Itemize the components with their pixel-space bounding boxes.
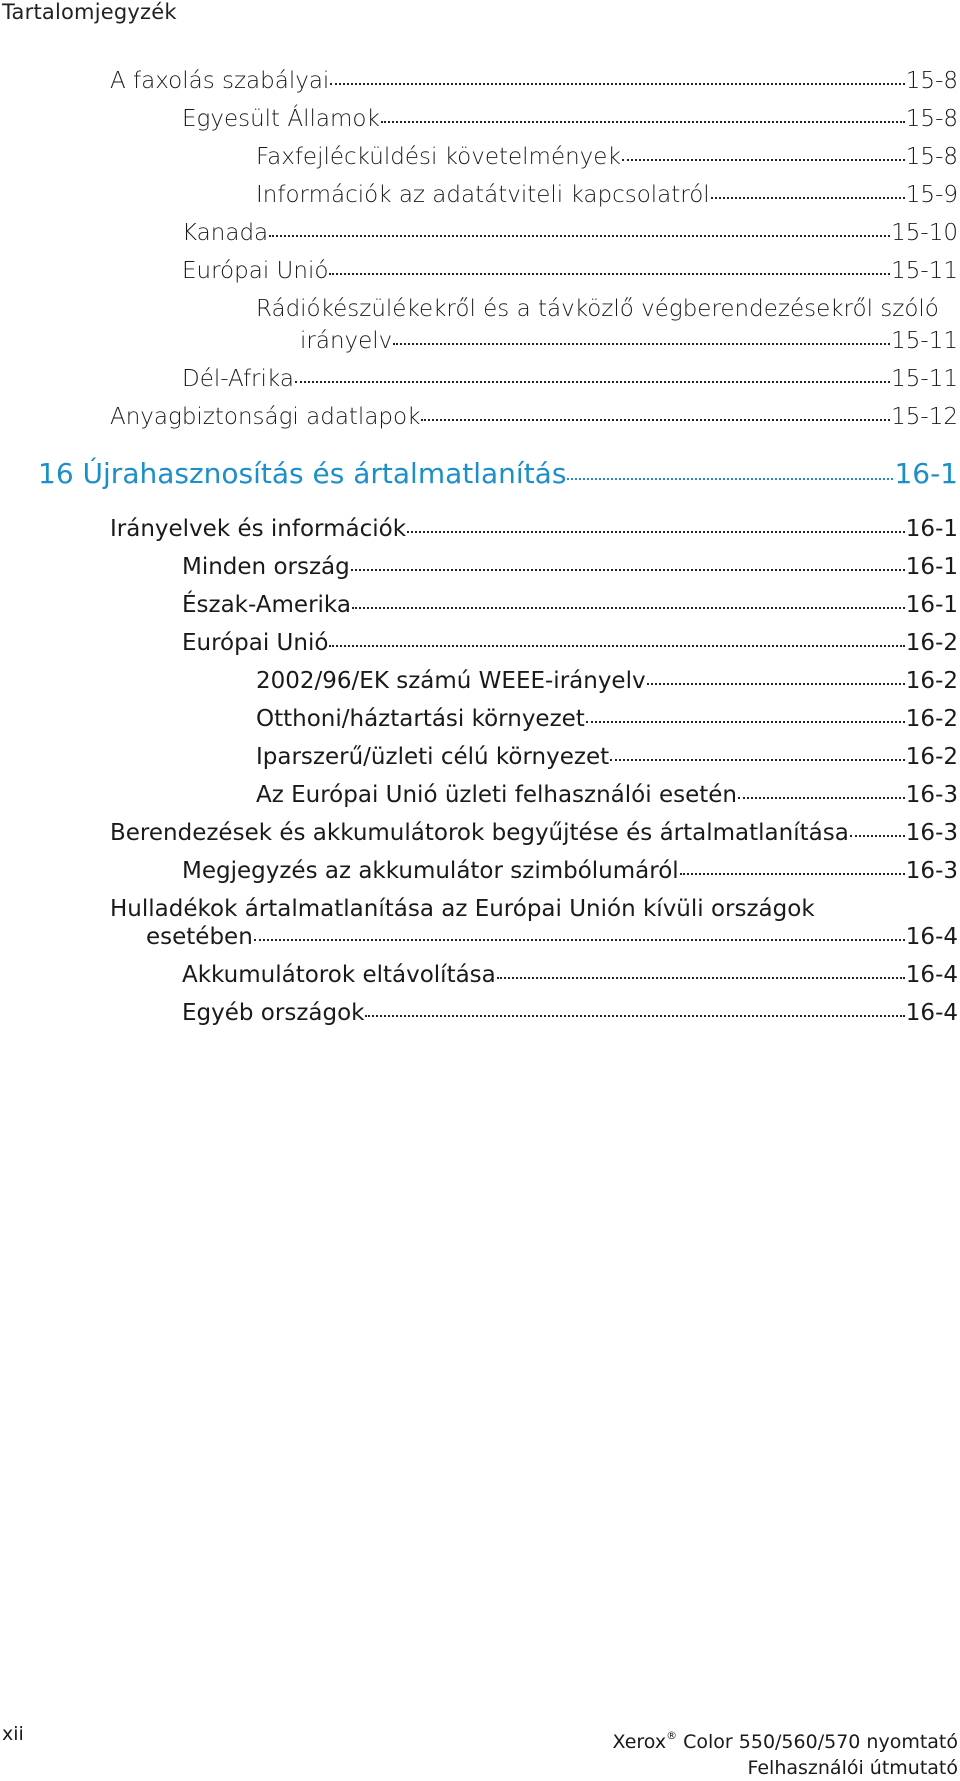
toc-entry[interactable] [300, 326, 958, 356]
toc-entry[interactable] [182, 998, 958, 1028]
toc-entry[interactable] [182, 628, 958, 658]
toc-entry[interactable] [182, 256, 958, 286]
toc-entry[interactable] [110, 818, 958, 848]
toc-entry-title: Észak-Amerika [182, 592, 351, 618]
dot-leader [711, 197, 905, 199]
toc-entry-title: Kanada [182, 220, 269, 246]
toc-entry-page: 15-11 [891, 366, 958, 392]
footer-product: Color 550/560/570 nyomtató [683, 1731, 958, 1753]
chapter-page: 16-1 [894, 457, 958, 490]
toc-entry-title: Európai Unió [182, 630, 329, 656]
registered-mark: ® [666, 1729, 678, 1742]
dot-leader [295, 381, 890, 383]
toc-entry-title: Az Európai Unió üzleti felhasználói esetén [256, 782, 737, 808]
footer-brand: Xerox [612, 1731, 667, 1753]
dot-leader [330, 83, 904, 85]
dot-leader [622, 159, 905, 161]
toc-entry-title: esetében [146, 924, 253, 950]
toc-entry-title: A faxolás szabályai [110, 68, 330, 94]
toc-entry-page: 15-8 [905, 144, 958, 170]
footer-product-line [613, 1723, 958, 1755]
dot-leader [647, 683, 905, 685]
toc-entry-title: Irányelvek és információk [110, 516, 407, 542]
toc-entry-page: 16-4 [905, 924, 958, 950]
toc-entry[interactable] [256, 666, 958, 696]
toc-entry-title: 2002/96/EK számú WEEE-irányelv [256, 668, 646, 694]
footer-product-info [613, 1723, 958, 1781]
toc-entry-page: 16-1 [905, 516, 958, 542]
dot-leader [393, 343, 890, 345]
toc-entry[interactable] [110, 514, 958, 544]
toc-entry-title: Anyagbiztonsági adatlapok [110, 404, 421, 430]
dot-leader [269, 235, 890, 237]
dot-leader [254, 939, 905, 941]
toc-entry-page: 16-3 [905, 858, 958, 884]
toc-entry-page: 16-2 [905, 630, 958, 656]
toc-entry-page: 15-10 [891, 220, 958, 246]
toc-entry-page: 15-11 [891, 258, 958, 284]
dot-leader [351, 569, 905, 571]
dot-leader [329, 273, 890, 275]
dot-leader [381, 121, 905, 123]
toc-entry-title: irányelv [300, 328, 393, 354]
toc-entry-page: 16-3 [905, 820, 958, 846]
dot-leader [738, 797, 905, 799]
toc-entry-page: 16-1 [905, 592, 958, 618]
toc-entry[interactable] [110, 402, 958, 432]
dot-leader [850, 835, 905, 837]
toc-entry-title: Európai Unió [182, 258, 329, 284]
dot-leader [497, 977, 905, 979]
toc-entry-title-line1: Hulladékok ártalmatlanítása az Európai Unión kívüli országok [110, 896, 815, 922]
toc-entry-title: Egyéb országok [182, 1000, 365, 1026]
toc-entry-title: Megjegyzés az akkumulátor szimbólumáról [182, 858, 679, 884]
toc-entry-page: 15-12 [891, 404, 958, 430]
toc-entry-page: 15-8 [905, 68, 958, 94]
toc-entry-title: Otthoni/háztartási környezet [256, 706, 585, 732]
toc-entry[interactable] [256, 180, 958, 210]
dot-leader [586, 721, 905, 723]
dot-leader [329, 645, 904, 647]
dot-leader [680, 873, 905, 875]
toc-entry-page: 15-8 [905, 106, 958, 132]
toc-entry-title: Berendezések és akkumulátorok begyűjtése és ártalmatlanítása [110, 820, 849, 846]
toc-entry[interactable] [256, 742, 958, 772]
toc-entry[interactable] [146, 922, 958, 952]
toc-entry-page: 16-2 [905, 668, 958, 694]
toc-entry-page: 16-2 [905, 744, 958, 770]
toc-entry-page: 16-1 [905, 554, 958, 580]
toc-entry[interactable] [182, 856, 958, 886]
toc-entry-page: 16-4 [905, 1000, 958, 1026]
footer-page-number: xii [2, 1723, 24, 1745]
toc-entry-title: Egyesült Államok [182, 106, 380, 132]
dot-leader [407, 531, 905, 533]
dot-leader [352, 607, 905, 609]
toc-entry-title: Faxfejlécküldési követelmények [256, 144, 621, 170]
toc-entry-page: 16-3 [905, 782, 958, 808]
toc-entry[interactable] [110, 66, 958, 96]
dot-leader [365, 1015, 904, 1017]
toc-entry-title: Dél-Afrika [182, 366, 294, 392]
toc-entry-page: 16-2 [905, 706, 958, 732]
toc-entry-title: Iparszerű/üzleti célú környezet [256, 744, 610, 770]
toc-entry-page: 15-11 [891, 328, 958, 354]
toc-entry[interactable] [182, 552, 958, 582]
toc-entry[interactable] [256, 780, 958, 810]
chapter-title: 16 Újrahasznosítás és ártalmatlanítás [38, 457, 567, 490]
footer-doc-title: Felhasználói útmutató [747, 1757, 958, 1779]
dot-leader [567, 478, 893, 480]
toc-entry[interactable] [256, 142, 958, 172]
toc-entry-page: 15-9 [905, 182, 958, 208]
toc-entry[interactable] [256, 704, 958, 734]
toc-entry-title: Akkumulátorok eltávolítása [182, 962, 496, 988]
dot-leader [610, 759, 905, 761]
toc-entry[interactable] [182, 590, 958, 620]
toc-chapter-16[interactable] [38, 456, 958, 492]
toc-entry-page: 16-4 [905, 962, 958, 988]
toc-entry-title: Információk az adatátviteli kapcsolatról [256, 182, 710, 208]
dot-leader [421, 419, 890, 421]
toc-entry[interactable] [182, 218, 958, 248]
toc-entry-title: Minden ország [182, 554, 350, 580]
running-header: Tartalomjegyzék [2, 0, 177, 24]
toc-entry[interactable] [182, 364, 958, 394]
toc-entry[interactable] [182, 104, 958, 134]
toc-entry-title-line1: Rádiókészülékekről és a távközlő végberendezésekről szóló [256, 296, 939, 322]
toc-entry[interactable] [182, 960, 958, 990]
